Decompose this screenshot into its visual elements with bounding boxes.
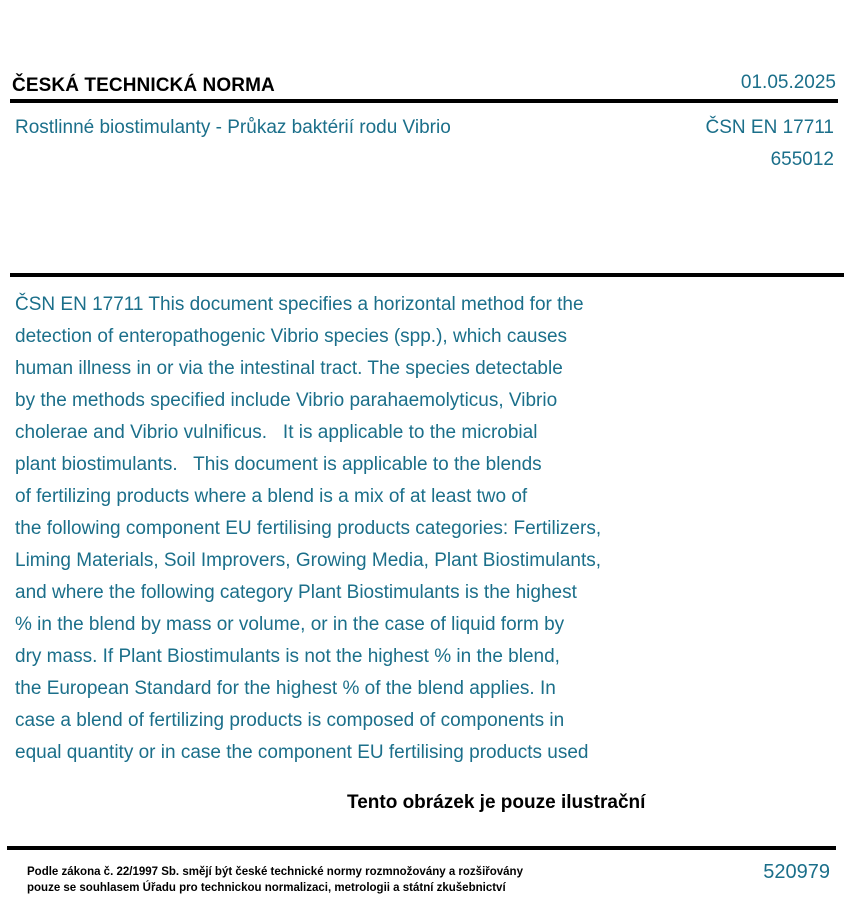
abstract-line: % in the blend by mass or volume, or in the case of liquid form by [15,614,565,635]
document-number: 520979 [763,861,830,883]
abstract-line: cholerae and Vibrio vulnificus. It is applicable to the microbial [15,422,538,443]
abstract-line: the European Standard for the highest % of the blend applies. In [15,678,556,699]
abstract-line: detection of enteropathogenic Vibrio species (spp.), which causes [15,326,568,347]
abstract-line: dry mass. If Plant Biostimulants is not the highest % in the blend, [15,646,560,667]
abstract-line: plant biostimulants. This document is applicable to the blends [15,454,542,475]
abstract-line: human illness in or via the intestinal tract. The species detectable [15,358,563,379]
header-divider [10,99,838,103]
abstract-line: Liming Materials, Soil Improvers, Growing Media, Plant Biostimulants, [15,550,602,571]
illustration-note: Tento obrázek je pouze ilustrační [347,792,646,813]
abstract-line: the following component EU fertilising products categories: Fertilizers, [15,518,602,539]
legal-line: pouze se souhlasem Úřadu pro technickou normalizaci, metrologii a státní zkušebnictví [27,882,506,894]
abstract-text [15,289,715,769]
footer-divider [7,846,836,850]
abstract-line: and where the following category Plant Biostimulants is the highest [15,582,577,603]
legal-line: Podle zákona č. 22/1997 Sb. smějí být české technické normy rozmnožovány a rozšiřovány [27,866,523,878]
abstract-line: of fertilizing products where a blend is a mix of at least two of [15,486,528,507]
standard-title: Rostlinné biostimulanty - Průkaz baktérií rodu Vibrio [15,117,451,138]
standard-code: ČSN EN 17711 [705,117,834,138]
abstract-divider [10,273,844,277]
abstract-line: case a blend of fertilizing products is composed of components in [15,710,565,731]
abstract-line: ČSN EN 17711 This document specifies a horizontal method for the [15,294,584,315]
publication-date: 01.05.2025 [740,72,836,93]
abstract-line: by the methods specified include Vibrio parahaemolyticus, Vibrio [15,390,558,411]
abstract-line: equal quantity or in case the component EU fertilising products used [15,742,589,763]
norm-type-heading: ČESKÁ TECHNICKÁ NORMA [12,75,275,96]
legal-notice [27,864,523,896]
classification-code: 655012 [770,149,834,170]
